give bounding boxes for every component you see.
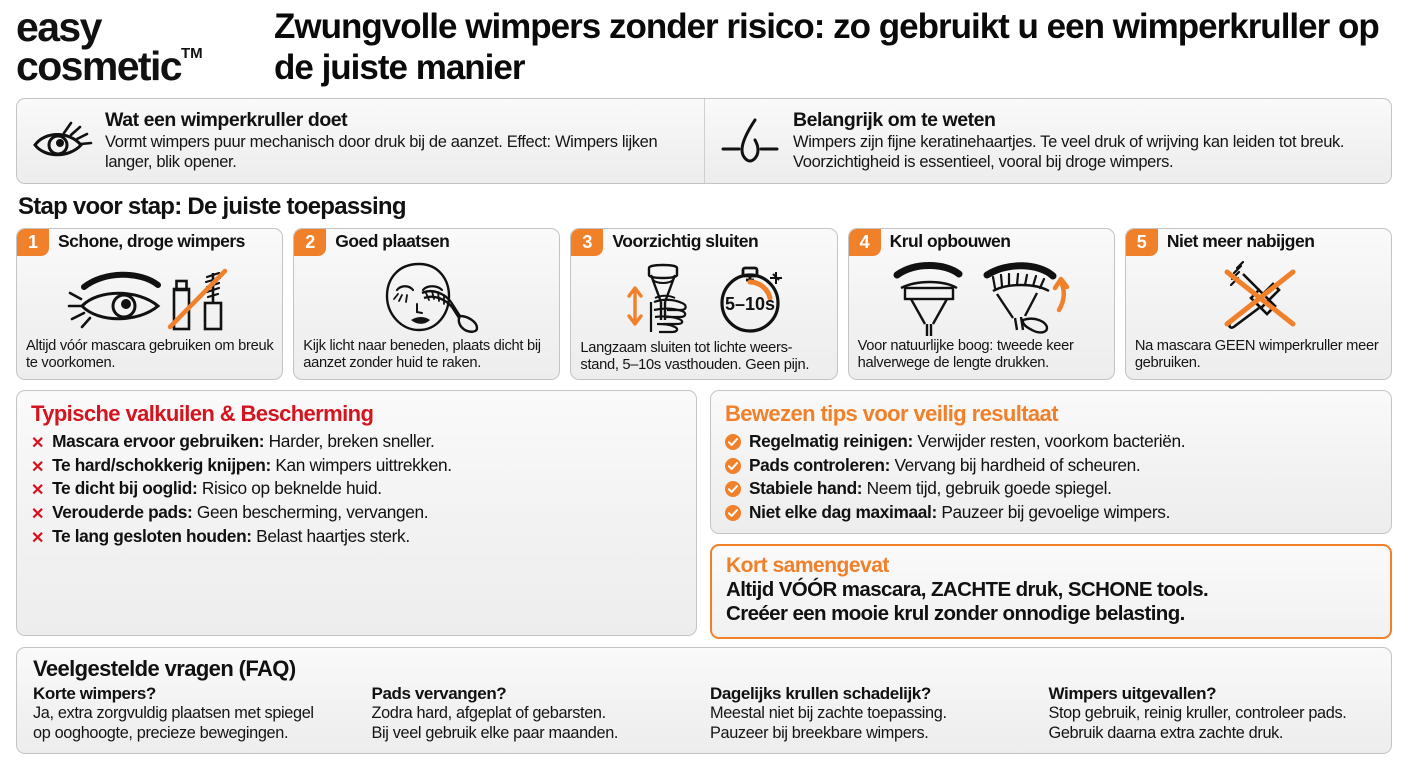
tip-term: Pads controleren:: [749, 454, 890, 475]
step-card-3: [570, 228, 837, 380]
cross-icon: ✕: [31, 435, 45, 452]
tip-term: Niet elke dag maximaal:: [749, 502, 937, 523]
faq-item: [33, 684, 362, 743]
step-description: Altijd vóór mascara gebruiken om breuk te voorkomen.: [26, 337, 274, 371]
faq-answer-line-1: Ja, extra zorgvuldig plaatsen met spiegel: [33, 704, 314, 723]
list-item: [31, 525, 682, 549]
brand-line-1: easy: [16, 4, 101, 50]
step-header: [1126, 229, 1391, 256]
pitfall-text: Geen bescherming, vervangen.: [196, 502, 429, 523]
step-card-4: [848, 228, 1115, 380]
step-number-badge: 3: [571, 229, 603, 256]
steps-row: [16, 228, 1392, 380]
step-number-badge: 1: [17, 229, 49, 256]
step-title: Voorzichtig sluiten: [612, 231, 759, 251]
step-title: Krul opbouwen: [889, 231, 1011, 251]
pitfall-term: Verouderde pads:: [52, 502, 193, 523]
faq-item: [372, 684, 701, 743]
faq-answer-line-2: op ooghoogte, precieze bewegingen.: [33, 723, 289, 742]
summary-line-2: Creéer een mooie krul zonder onnodige belasting.: [726, 602, 1185, 626]
steps-section-title: Stap voor stap: De juiste toepassing: [18, 193, 406, 220]
list-item: [31, 454, 682, 478]
faq-item: [710, 684, 1039, 743]
step-title: Goed plaatsen: [335, 231, 450, 251]
step-card-2: [293, 228, 560, 380]
eye-lashes-icon: [31, 118, 93, 164]
check-circle-icon: [725, 505, 741, 521]
page-header: [16, 6, 1392, 94]
step-header: [294, 229, 559, 256]
summary-line-1: Altijd VÓÓR mascara, ZACHTE druk, SCHONE tools.: [726, 577, 1209, 601]
step-number-badge: 2: [294, 229, 326, 256]
info-text-block: [105, 109, 690, 172]
tip-term: Regelmatig reinigen:: [749, 431, 913, 451]
list-item: [725, 454, 1377, 478]
faq-answer-line-2: Pauzeer bij breekbare wimpers.: [710, 723, 929, 742]
step-description: Langzaam sluiten tot lichte weers-stand, 5–10s vasthouden. Geen pijn.: [580, 340, 810, 374]
pitfall-term: Te lang gesloten houden:: [52, 525, 252, 546]
check-circle-icon: [725, 481, 741, 497]
info-card-what-it-does: [17, 99, 704, 183]
faq-answer-line-1: Meestal niet bij zachte toepassing.: [710, 704, 947, 723]
step-description: Na mascara GEEN wimperkruller meer gebruiken.: [1134, 337, 1379, 371]
summary-panel: [710, 544, 1392, 639]
info-body: Wimpers zijn fijne keratinehaartjes. Te veel druk of wrijving kan leiden tot breuk. Voorzichtigheid is essentieel, vooral bij droge wimpers.: [793, 132, 1345, 171]
tips-panel: [710, 390, 1392, 534]
brand-logo: [16, 4, 248, 89]
list-item: [725, 501, 1377, 525]
stopwatch-label: 5–10s: [724, 294, 775, 314]
pitfall-text: Harder, breken sneller.: [268, 431, 435, 451]
info-text-block: [793, 109, 1377, 172]
pitfall-text: Kan wimpers uittrekken.: [275, 454, 452, 475]
faq-panel: [16, 647, 1392, 754]
tips-title: Bewezen tips voor veilig resultaat: [725, 401, 1058, 426]
faq-question: Wimpers uitgevallen?: [1048, 684, 1217, 703]
brand-line-2: cosmetic™: [16, 42, 203, 89]
faq-title: Veelgestelde vragen (FAQ): [33, 656, 296, 681]
info-body: Vormt wimpers puur mechanisch door druk bij de aanzet. Effect: Wimpers lijken langer, blik opener.: [105, 132, 658, 171]
eye-no-mascara-icon: [17, 256, 282, 338]
faq-question: Korte wimpers?: [33, 684, 156, 703]
face-curler-placement-icon: [294, 256, 559, 338]
step-card-1: [16, 228, 283, 380]
crossed-mascara-curler-icon: [1126, 256, 1391, 338]
pitfall-term: Te dicht bij ooglid:: [52, 478, 198, 499]
faq-item: [1049, 684, 1378, 743]
list-item: [31, 477, 682, 501]
faq-question: Dagelijks krullen schadelijk?: [710, 684, 931, 703]
trademark-symbol: TM: [180, 44, 203, 62]
step-title: Niet meer nabijgen: [1166, 231, 1315, 251]
step-header: [849, 229, 1114, 256]
hand-curler-stopwatch-icon: [571, 256, 836, 340]
check-circle-icon: [725, 458, 741, 474]
faq-question: Pads vervangen?: [371, 684, 507, 703]
cross-icon: ✕: [31, 458, 45, 476]
list-item: [725, 477, 1377, 501]
step-description: Kijk licht naar beneden, plaats dicht bij aanzet zonder huid te raken.: [303, 337, 541, 371]
step-number-badge: 5: [1126, 229, 1158, 256]
pitfall-text: Risico op beknelde huid.: [201, 478, 382, 499]
step-card-5: [1125, 228, 1392, 380]
step-title: Schone, droge wimpers: [58, 231, 245, 251]
cross-icon: ✕: [31, 506, 45, 524]
two-eyes-curl-icon: [849, 256, 1114, 338]
faq-grid: [33, 684, 1377, 743]
faq-answer-line-1: Zodra hard, afgeplat of gebarsten.: [371, 704, 606, 723]
pitfall-term: Te hard/schokkerig knijpen:: [52, 454, 271, 475]
list-item: [725, 430, 1377, 454]
mid-right-column: [710, 390, 1392, 636]
check-circle-icon: [725, 434, 741, 450]
info-card-important: [704, 99, 1391, 183]
pitfall-text: Belast haartjes sterk.: [256, 525, 410, 546]
faq-answer-line-2: Gebruik daarna extra zachte druk.: [1048, 723, 1284, 742]
tip-text: Vervang bij hardheid of scheuren.: [894, 454, 1141, 475]
tip-text: Verwijder resten, voorkom bacteriën.: [917, 431, 1186, 451]
list-item: [31, 430, 682, 454]
step-description: Voor natuurlijke boog: tweede keer halverwege de lengte drukken.: [857, 338, 1074, 372]
tips-list: [725, 430, 1377, 525]
info-title: Wat een wimperkruller doet: [105, 109, 348, 132]
step-number-badge: 4: [849, 229, 881, 256]
faq-answer-line-2: Bij veel gebruik elke paar maanden.: [371, 723, 619, 742]
step-header: [571, 229, 836, 256]
hair-follicle-icon: [719, 116, 781, 166]
step-header: [17, 229, 282, 256]
list-item: [31, 501, 682, 525]
faq-answer-line-1: Stop gebruik, reinig kruller, controleer pads.: [1048, 704, 1347, 723]
tip-term: Stabiele hand:: [749, 478, 863, 499]
pitfall-term: Mascara ervoor gebruiken:: [52, 431, 265, 451]
tip-text: Neem tijd, gebruik goede spiegel.: [866, 478, 1112, 499]
pitfalls-panel: [16, 390, 697, 636]
page-title: Zwungvolle wimpers zonder risico: zo gebruikt u een wimperkruller op de juiste manier: [274, 7, 1379, 87]
summary-title: Kort samengevat: [726, 553, 889, 577]
pitfalls-list: [31, 430, 682, 548]
pitfalls-title: Typische valkuilen & Bescherming: [31, 401, 374, 426]
mid-row: [16, 390, 1392, 636]
cross-icon: ✕: [31, 529, 45, 547]
cross-icon: ✕: [31, 482, 45, 500]
intro-info-bar: [16, 98, 1392, 184]
tip-text: Pauzeer bij gevoelige wimpers.: [941, 502, 1171, 523]
info-title: Belangrijk om te weten: [793, 109, 996, 132]
